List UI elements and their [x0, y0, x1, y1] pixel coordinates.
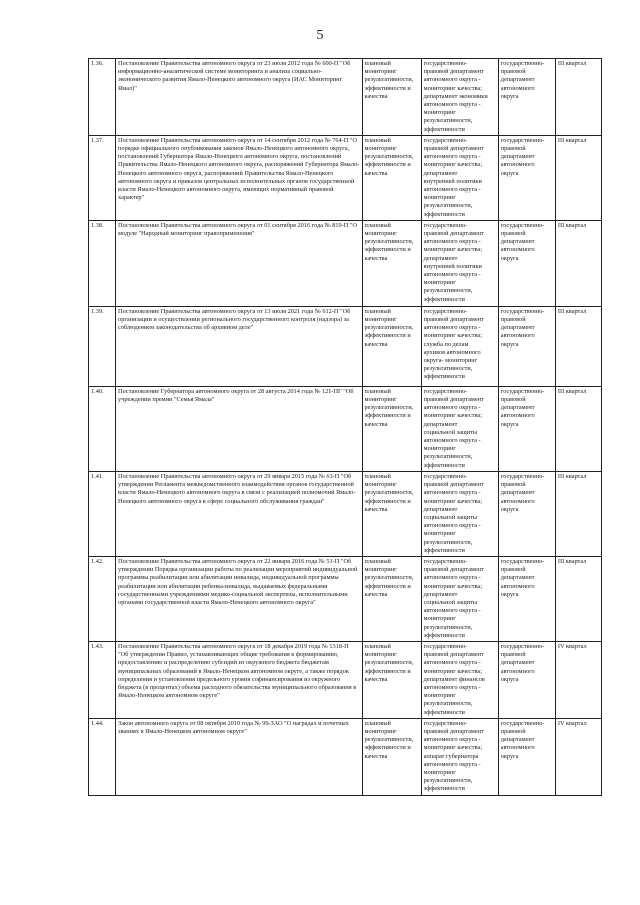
- deadline: III квартал: [555, 306, 601, 386]
- document-title: Постановление Правительства автономного округа от 01 сентября 2016 года № 819-П "О модуле "Народный мониторинг правоприменения": [116, 220, 362, 306]
- monitoring-type: плановый мониторинг результативности, эффективности и качества: [362, 135, 421, 220]
- document-title: Постановление Правительства автономного округа от 29 января 2015 года № 63-П "Об утверждении Регламента межведомственного взаимодействия органов государственной власти Ямало-Ненецкого автономного округа в связи с реализацией полномочий Ямало-Ненецкого автономного округа в сфере социального обслуживания граждан": [116, 471, 362, 556]
- deadline: IV квартал: [555, 718, 601, 795]
- monitoring-type: плановый мониторинг результативности, эффективности и качества: [362, 386, 421, 471]
- monitoring-type: плановый мониторинг результативности, эффективности и качества: [362, 59, 421, 136]
- monitoring-plan-table: [88, 58, 602, 796]
- document-title: Постановление Правительства автономного округа от 13 июля 2021 года № 612-П "Об организации и осуществлении регионального государственного контроля (надзора) за соблюдением законодательства об архивном деле": [116, 306, 362, 386]
- deadline: IV квартал: [555, 641, 601, 718]
- row-number: 1.39.: [89, 306, 116, 386]
- row-number: 1.37.: [89, 135, 116, 220]
- document-title: Закон автономного округа от 08 октября 2010 года № 99-ЗАО "О наградах и почетных званиях в Ямало-Ненецком автономном округе": [116, 718, 362, 795]
- monitoring-type: плановый мониторинг результативности, эффективности и качества: [362, 306, 421, 386]
- deadline: III квартал: [555, 59, 601, 136]
- responsible-body: государственно- правовой департамент автономного округа - мониторинг качества; аппарат губернатора автономного округа - мониторинг результативности, эффективности: [421, 718, 498, 795]
- table-row: [89, 471, 602, 556]
- table-row: [89, 59, 602, 136]
- table-row: [89, 556, 602, 641]
- deadline: III квартал: [555, 556, 601, 641]
- responsible-body: государственно- правовой департамент автономного округа - мониторинг качества; департамент социальной защиты автономного округа - мониторинг результативности, эффективности: [421, 471, 498, 556]
- responsible-body: государственно- правовой департамент автономного округа - мониторинг качества; департамент внутренней политики автономного округа - мониторинг результативности, эффективности: [421, 220, 498, 306]
- table-row: [89, 386, 602, 471]
- coordinator: государственно- правовой департамент автономного округа: [498, 306, 555, 386]
- row-number: 1.36.: [89, 59, 116, 136]
- coordinator: государственно- правовой департамент автономного округа: [498, 135, 555, 220]
- row-number: 1.44.: [89, 718, 116, 795]
- document-title: Постановление Правительства автономного округа от 22 января 2016 года № 51-П "Об утверждении Порядка организации работы по реализации мероприятий индивидуальной программы реабилитации или абилитации инвалида, индивидуальной программы реабилитации или абилитации ребенка-инвалида, выдаваемых федеральными государственными учреждениями медико-социальной экспертизы, исполнительными органами государственной власти Ямало-Ненецкого автономного округа": [116, 556, 362, 641]
- table-row: [89, 135, 602, 220]
- coordinator: государственно- правовой департамент автономного округа: [498, 556, 555, 641]
- document-title: Постановление Губернатора автономного округа от 28 августа 2014 года № 121-ПГ "Об учреждении премии "Семья Ямала": [116, 386, 362, 471]
- monitoring-type: плановый мониторинг результативности, эффективности и качества: [362, 718, 421, 795]
- coordinator: государственно- правовой департамент автономного округа: [498, 59, 555, 136]
- document-title: Постановление Правительства автономного округа от 23 июля 2012 года № 600-П "Об информационно-аналитической системе мониторинга и анализа социально-экономического развития Ямало-Ненецкого автономного округа (ИАС Мониторинг Ямал)": [116, 59, 362, 136]
- document-title: Постановление Правительства автономного округа от 14 сентября 2012 года № 764-П "О порядке официального опубликования законов Ямало-Ненецкого автономного округа, постановлений Губернатора Ямало-Ненецкого автономного округа, постановлений Правительства Ямало-Ненецкого автономного округа, распоряжений Губернатора Ямало-Ненецкого автономного округа, распоряжений Правительства Ямало-Ненецкого автономного округа и приказов центральных исполнительных органов государственной власти Ямало-Ненецкого автономного округа, имеющих нормативный правовой характер": [116, 135, 362, 220]
- coordinator: государственно- правовой департамент автономного округа: [498, 386, 555, 471]
- table-row: [89, 718, 602, 795]
- responsible-body: государственно- правовой департамент автономного округа - мониторинг качества; департамент внутренней политики автономного округа - мониторинг результативности, эффективности: [421, 135, 498, 220]
- table-row: [89, 306, 602, 386]
- coordinator: государственно- правовой департамент автономного округа: [498, 471, 555, 556]
- monitoring-type: плановый мониторинг результативности, эффективности и качества: [362, 471, 421, 556]
- coordinator: государственно- правовой департамент автономного округа: [498, 718, 555, 795]
- table-row: [89, 220, 602, 306]
- deadline: III квартал: [555, 220, 601, 306]
- monitoring-type: плановый мониторинг результативности, эффективности и качества: [362, 641, 421, 718]
- coordinator: государственно- правовой департамент автономного округа: [498, 220, 555, 306]
- page-number: 5: [316, 28, 324, 43]
- deadline: III квартал: [555, 471, 601, 556]
- row-number: 1.41.: [89, 471, 116, 556]
- row-number: 1.42.: [89, 556, 116, 641]
- responsible-body: государственно- правовой департамент автономного округа - мониторинг качества; департамент экономики автономного округа - мониторинг результативности, эффективности: [421, 59, 498, 136]
- responsible-body: государственно- правовой департамент автономного округа - мониторинг качества; департамент социальной защиты автономного округа - мониторинг результативности, эффективности: [421, 556, 498, 641]
- responsible-body: государственно- правовой департамент автономного округа - мониторинг качества; департамент финансов автономного округа - мониторинг результативности, эффективности: [421, 641, 498, 718]
- deadline: III квартал: [555, 386, 601, 471]
- row-number: 1.43.: [89, 641, 116, 718]
- row-number: 1.38.: [89, 220, 116, 306]
- deadline: III квартал: [555, 135, 601, 220]
- coordinator: государственно- правовой департамент автономного округа: [498, 641, 555, 718]
- responsible-body: государственно- правовой департамент автономного округа - мониторинг качества; департамент социальной защиты автономного округа - мониторинг результативности, эффективности: [421, 386, 498, 471]
- table-row: [89, 641, 602, 718]
- document-title: Постановление Правительства автономного округа от 18 декабря 2019 года № 1318-П "Об утверждении Правил, устанавливающих общие требования к формированию, предоставлению и распределению субсидий из окружного бюджета бюджетам муниципальных образований в Ямало-Ненецком автономном округе, а также порядок определения и установления предельного уровня софинансирования из окружного бюджета (в процентах) объема расходного обязательства муниципального образования в Ямало-Ненецком автономном округе": [116, 641, 362, 718]
- monitoring-type: плановый мониторинг результативности, эффективности и качества: [362, 556, 421, 641]
- monitoring-type: плановый мониторинг результативности, эффективности и качества: [362, 220, 421, 306]
- row-number: 1.40.: [89, 386, 116, 471]
- responsible-body: государственно- правовой департамент автономного округа - мониторинг качества; служба по делам архивов автономного округа- мониторинг результативности, эффективности: [421, 306, 498, 386]
